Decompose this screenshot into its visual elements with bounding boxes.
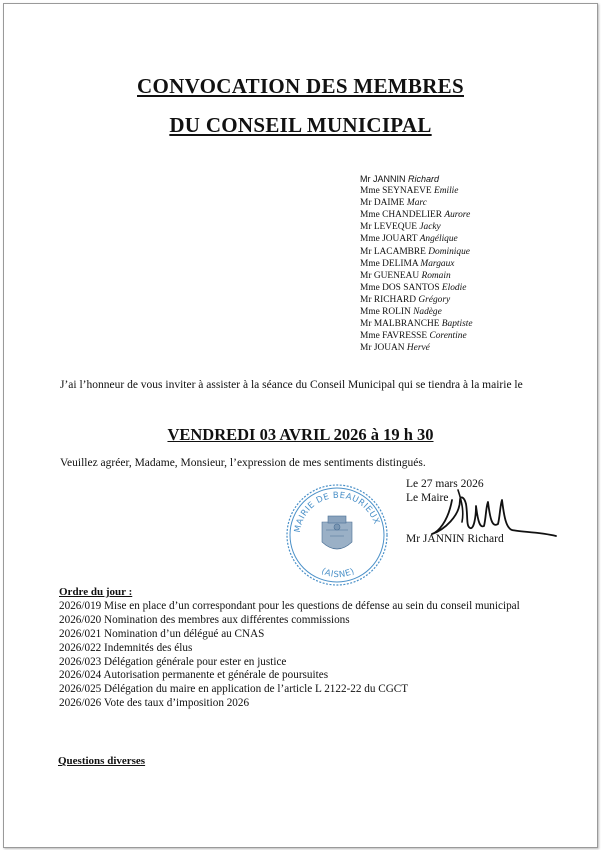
agenda-section <box>59 586 520 711</box>
page-title-line1: CONVOCATION DES MEMBRES <box>137 74 464 98</box>
agenda-item: 2026/020 Nomination des membres aux différentes commissions <box>59 613 350 626</box>
closing-formula: Veuillez agréer, Madame, Monsieur, l’expression de mes sentiments distingués. <box>60 457 426 469</box>
member-row <box>360 258 473 270</box>
member-title: Mr <box>360 294 372 305</box>
member-row <box>360 233 473 245</box>
agenda-item: 2026/019 Mise en place d’un correspondant pour les questions de défense au sein du conseil municipal <box>59 599 520 612</box>
member-title: Mme <box>360 210 380 221</box>
member-surname: FAVRESSE <box>382 331 428 342</box>
meeting-datetime: VENDREDI 03 AVRIL 2026 à 19 h 30 <box>167 425 434 444</box>
member-surname: JANNIN <box>373 174 406 184</box>
mayor-name: Mr JANNIN Richard <box>406 533 504 545</box>
stamp-text-bottom: (AISNE) <box>319 566 357 581</box>
member-title: Mr <box>360 319 372 330</box>
member-row <box>360 197 473 209</box>
member-surname: JOUART <box>382 234 418 245</box>
member-given-name: Emilie <box>433 186 459 197</box>
member-row <box>360 294 473 306</box>
mairie-stamp <box>282 480 392 590</box>
agenda-item: 2026/024 Autorisation permanente et générale de poursuites <box>59 669 329 682</box>
agenda-list <box>59 600 520 711</box>
member-title: Mme <box>360 307 380 318</box>
member-surname: ROLIN <box>382 307 411 318</box>
member-row <box>360 330 473 342</box>
signature-date: Le 27 mars 2026 <box>406 478 484 490</box>
member-title: Mme <box>360 331 380 342</box>
member-surname: DAIME <box>373 198 405 209</box>
member-row <box>360 221 473 233</box>
signature-role: Le Maire <box>406 492 449 504</box>
agenda-item: 2026/021 Nomination d’un délégué au CNAS <box>59 627 265 640</box>
member-title: Mr <box>360 174 371 184</box>
member-given-name: Nadège <box>413 307 442 318</box>
member-row <box>360 318 473 330</box>
member-title: Mr <box>360 222 372 233</box>
member-row <box>360 173 473 185</box>
member-title: Mme <box>360 234 380 245</box>
invitation-text: J’ai l’honneur de vous inviter à assister à la séance du Conseil Municipal qui se tiendra à la mairie le <box>60 379 523 391</box>
agenda-item: 2026/025 Délégation du maire en application de l’article L 2122-22 du CGCT <box>59 683 409 696</box>
member-given-name: Corentine <box>429 331 467 342</box>
page-title-line2: DU CONSEIL MUNICIPAL <box>169 113 432 137</box>
member-row <box>360 185 473 197</box>
member-row <box>360 306 473 318</box>
member-title: Mme <box>360 258 380 269</box>
member-title: Mr <box>360 246 372 257</box>
member-given-name: Jacky <box>419 222 441 233</box>
coat-of-arms-icon <box>322 516 352 549</box>
member-row <box>360 282 473 294</box>
member-surname: DELIMA <box>382 258 419 269</box>
member-title: Mme <box>360 282 380 293</box>
member-surname: MALBRANCHE <box>373 319 440 330</box>
member-surname: RICHARD <box>373 294 417 305</box>
member-title: Mr <box>360 198 372 209</box>
member-given-name: Angélique <box>419 234 458 245</box>
stamp-text-top: MAIRIE DE BEAURIEUX <box>292 490 382 534</box>
member-surname: GUENEAU <box>373 270 420 281</box>
member-surname: LEVEQUE <box>373 222 418 233</box>
member-surname: SEYNAEVE <box>382 186 432 197</box>
member-given-name: Aurore <box>444 210 471 221</box>
member-given-name: Baptiste <box>441 319 473 330</box>
member-surname: DOS SANTOS <box>382 282 440 293</box>
svg-text:(AISNE) <box>320 566 357 580</box>
agenda-item: 2026/023 Délégation générale pour ester en justice <box>59 655 287 668</box>
member-given-name: Marc <box>406 198 427 209</box>
member-title: Mr <box>360 343 372 354</box>
member-title: Mme <box>360 186 380 197</box>
member-title: Mr <box>360 270 372 281</box>
agenda-item: 2026/026 Vote des taux d’imposition 2026 <box>59 697 250 710</box>
member-surname: JOUAN <box>373 343 405 354</box>
members-list <box>360 173 473 354</box>
agenda-title: Ordre du jour : <box>59 586 133 598</box>
member-given-name: Dominique <box>428 246 470 257</box>
member-surname: LACAMBRE <box>373 246 426 257</box>
member-row <box>360 270 473 282</box>
questions-diverses: Questions diverses <box>58 755 146 767</box>
member-given-name: Elodie <box>441 282 467 293</box>
member-row <box>360 246 473 258</box>
member-surname: CHANDELIER <box>382 210 443 221</box>
member-given-name: Grégory <box>418 294 451 305</box>
member-given-name: Hervé <box>406 343 430 354</box>
handwritten-signature <box>420 472 560 542</box>
member-given-name: Richard <box>408 174 440 184</box>
member-row <box>360 209 473 221</box>
member-given-name: Romain <box>421 270 451 281</box>
member-given-name: Margaux <box>420 258 455 269</box>
member-row <box>360 342 473 354</box>
agenda-item: 2026/022 Indemnités des élus <box>59 641 193 654</box>
